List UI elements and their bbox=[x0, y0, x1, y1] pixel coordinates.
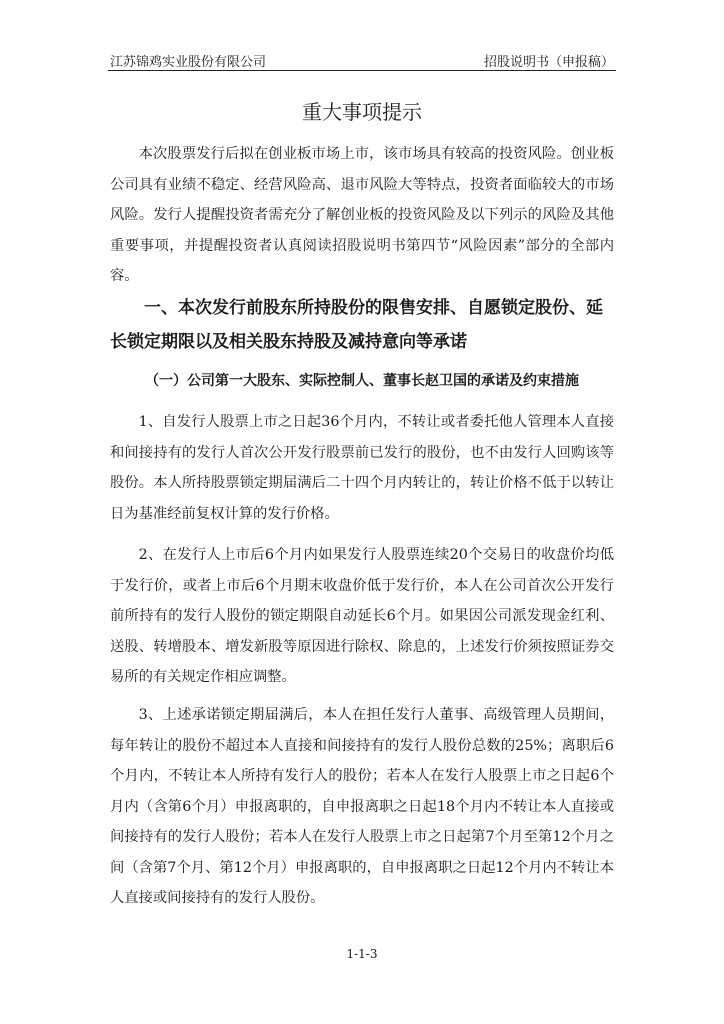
subsection-heading: （一）公司第一大股东、实际控制人、董事长赵卫国的承诺及约束措施 bbox=[145, 373, 579, 389]
body-paragraph: 3、上述承诺锁定期届满后，本人在担任发行人董事、高级管理人员期间，每年转让的股份不超过本人直接和间接持有的发行人股份总数的25%；离职后6个月内，不转让本人所持有发行人的股份；若本人在发行人股票上市之日起6个月内（含第6个月）申报离职的，自申报离职之日起18个月内不转让本人直接或间接持有的发行人股份；若本人在发行人股票上市之日起第7个月至第12个月之间（含第7个月、第12个月）申报离职的，自申报离职之日起12个月内不转让本人直接或间接持有的发行人股份。 bbox=[110, 707, 614, 906]
page-title: 重大事项提示 bbox=[302, 100, 422, 124]
intro-paragraph: 本次股票发行后拟在创业板市场上市，该市场具有较高的投资风险。创业板公司具有业绩不稳定、经营风险高、退市风险大等特点，投资者面临较大的市场风险。发行人提醒投资者需充分了解创业板的投资风险及以下列示的风险及其他重要事项，并提醒投资者认真阅读招股说明书第四节“风险因素”部分的全部内容。 bbox=[110, 146, 614, 284]
body-paragraph: 2、在发行人上市后6个月内如果发行人股票连续20个交易日的收盘价均低于发行价，或者上市后6个月期末收盘价低于发行价，本人在公司首次公开发行前所持有的发行人股份的锁定期限自动延长6个月。如果因公司派发现金红利、送股、转增股本、增发新股等原因进行除权、除息的，上述发行价须按照证券交易所的有关规定作相应调整。 bbox=[110, 547, 614, 685]
page-header bbox=[108, 48, 616, 71]
commitment-3 bbox=[110, 700, 614, 914]
page-number: 1-1-3 bbox=[346, 947, 378, 961]
commitment-2 bbox=[110, 540, 614, 693]
intro-section bbox=[110, 139, 614, 292]
section-heading: 一、本次发行前股东所持股份的限售安排、自愿锁定股份、延长锁定期限以及相关股东持股及减持意向等承诺 bbox=[110, 298, 603, 352]
header-company-name: 江苏锦鸡实业股份有限公司 bbox=[110, 55, 267, 70]
body-paragraph: 1、自发行人股票上市之日起36个月内，不转让或者委托他人管理本人直接和间接持有的发行人首次公开发行股票前已发行的股份，也不由发行人回购该等股份。本人所持股票锁定期届满后二十四个月内转让的，转让价格不低于以转让日为基准经前复权计算的发行价格。 bbox=[110, 414, 614, 522]
commitment-1 bbox=[110, 407, 614, 529]
header-document-type: 招股说明书（申报稿） bbox=[483, 55, 614, 70]
